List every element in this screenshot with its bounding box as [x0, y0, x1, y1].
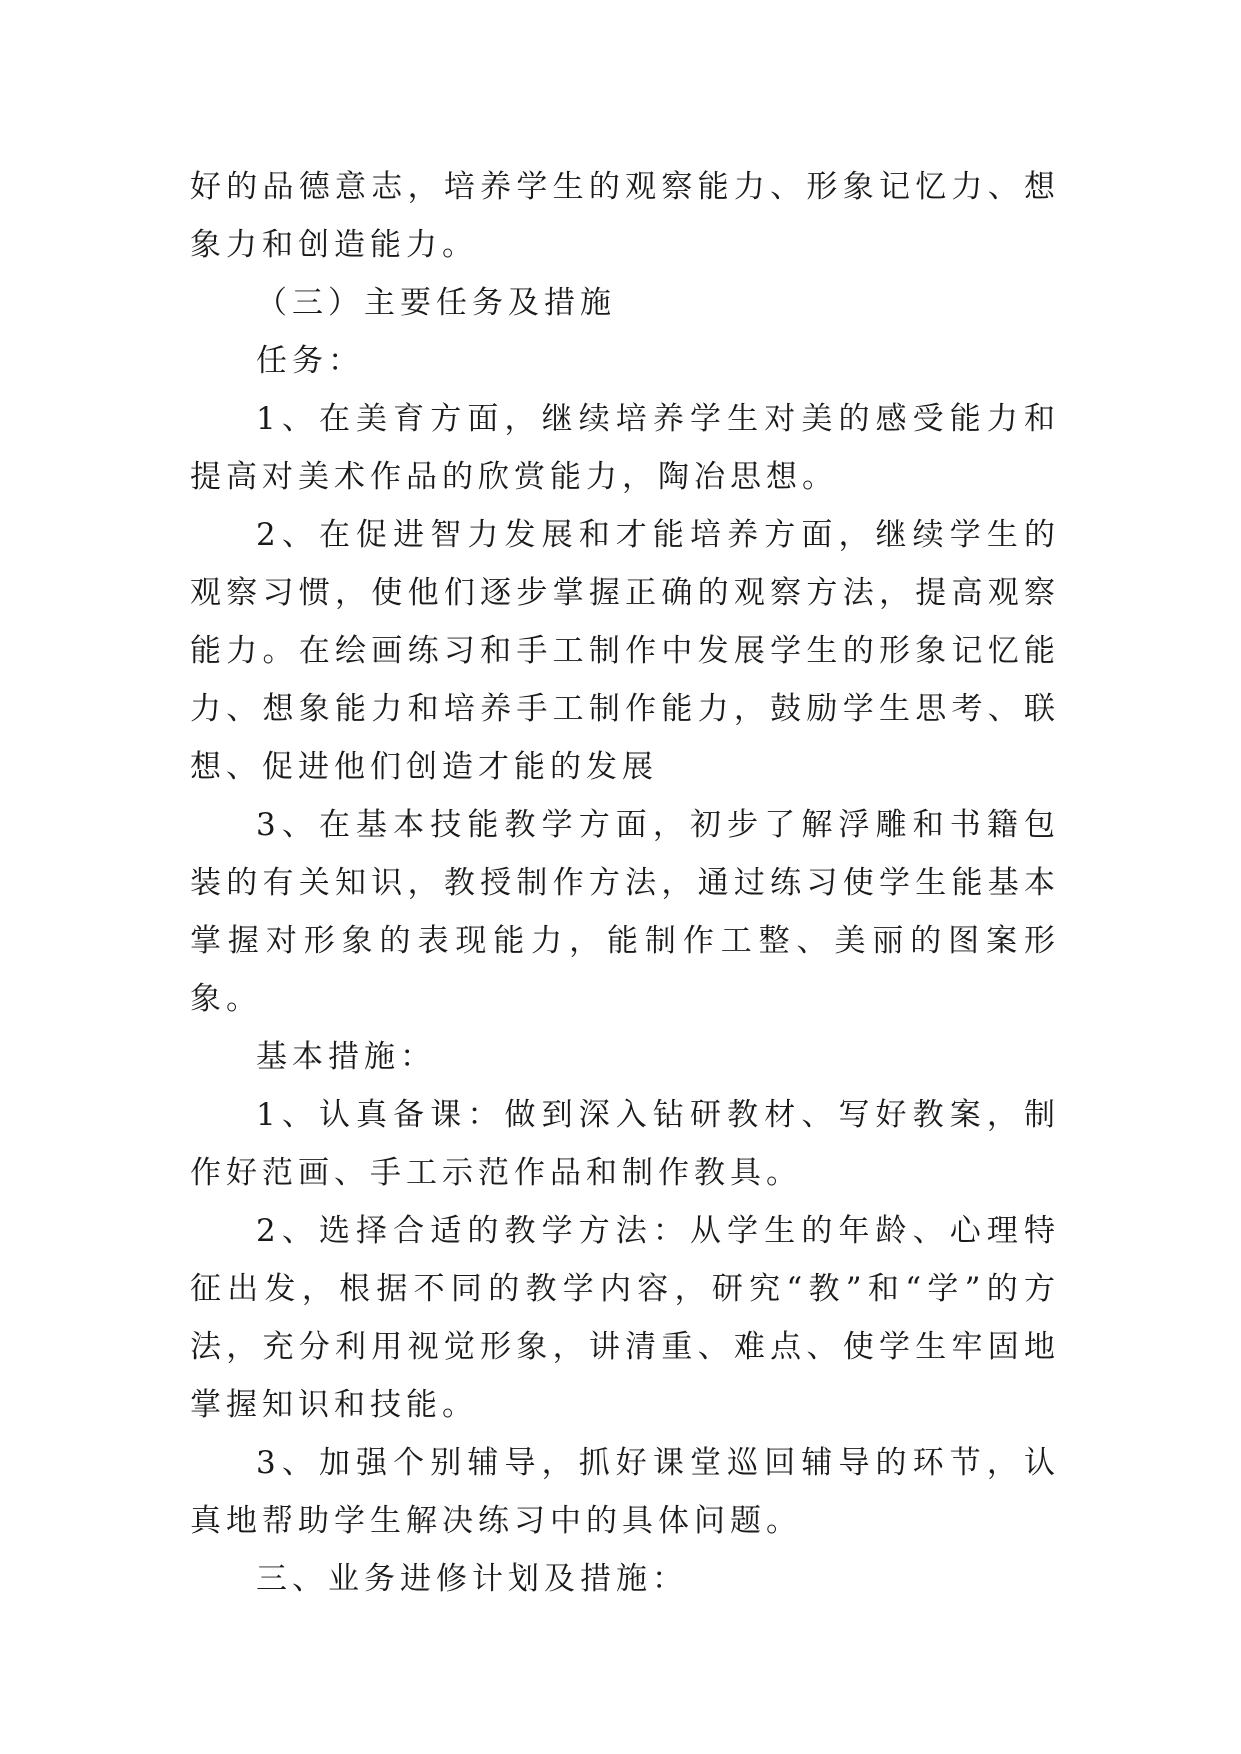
subheading-tasks: 任务：	[256, 343, 364, 379]
document-body	[190, 158, 1060, 1608]
section-heading-training-plan: 三、业务进修计划及措施：	[256, 1561, 688, 1597]
section-heading-main-tasks: （三）主要任务及措施	[256, 285, 616, 321]
task-item-1: 1、在美育方面，继续培养学生对美的感受能力和提高对美术作品的欣赏能力，陶冶思想。	[190, 401, 1060, 495]
measure-item-3: 3、加强个别辅导，抓好课堂巡回辅导的环节，认真地帮助学生解决练习中的具体问题。	[190, 1445, 1060, 1539]
task-item-3: 3、在基本技能教学方面，初步了解浮雕和书籍包装的有关知识，教授制作方法，通过练习使学生能基本掌握对形象的表现能力，能制作工整、美丽的图案形象。	[190, 807, 1060, 1017]
measure-item-1: 1、认真备课：做到深入钻研教材、写好教案，制作好范画、手工示范作品和制作教具。	[190, 1097, 1060, 1191]
task-item-2: 2、在促进智力发展和才能培养方面，继续学生的观察习惯，使他们逐步掌握正确的观察方法，提高观察能力。在绘画练习和手工制作中发展学生的形象记忆能力、想象能力和培养手工制作能力，鼓励学生思考、联想、促进他们创造才能的发展	[190, 517, 1060, 785]
paragraph-continuation: 好的品德意志，培养学生的观察能力、形象记忆力、想象力和创造能力。	[190, 169, 1060, 263]
subheading-measures: 基本措施：	[256, 1039, 436, 1075]
measure-item-2: 2、选择合适的教学方法：从学生的年龄、心理特征出发，根据不同的教学内容，研究“教”和“学”的方法，充分利用视觉形象，讲清重、难点、使学生牢固地掌握知识和技能。	[190, 1213, 1060, 1423]
